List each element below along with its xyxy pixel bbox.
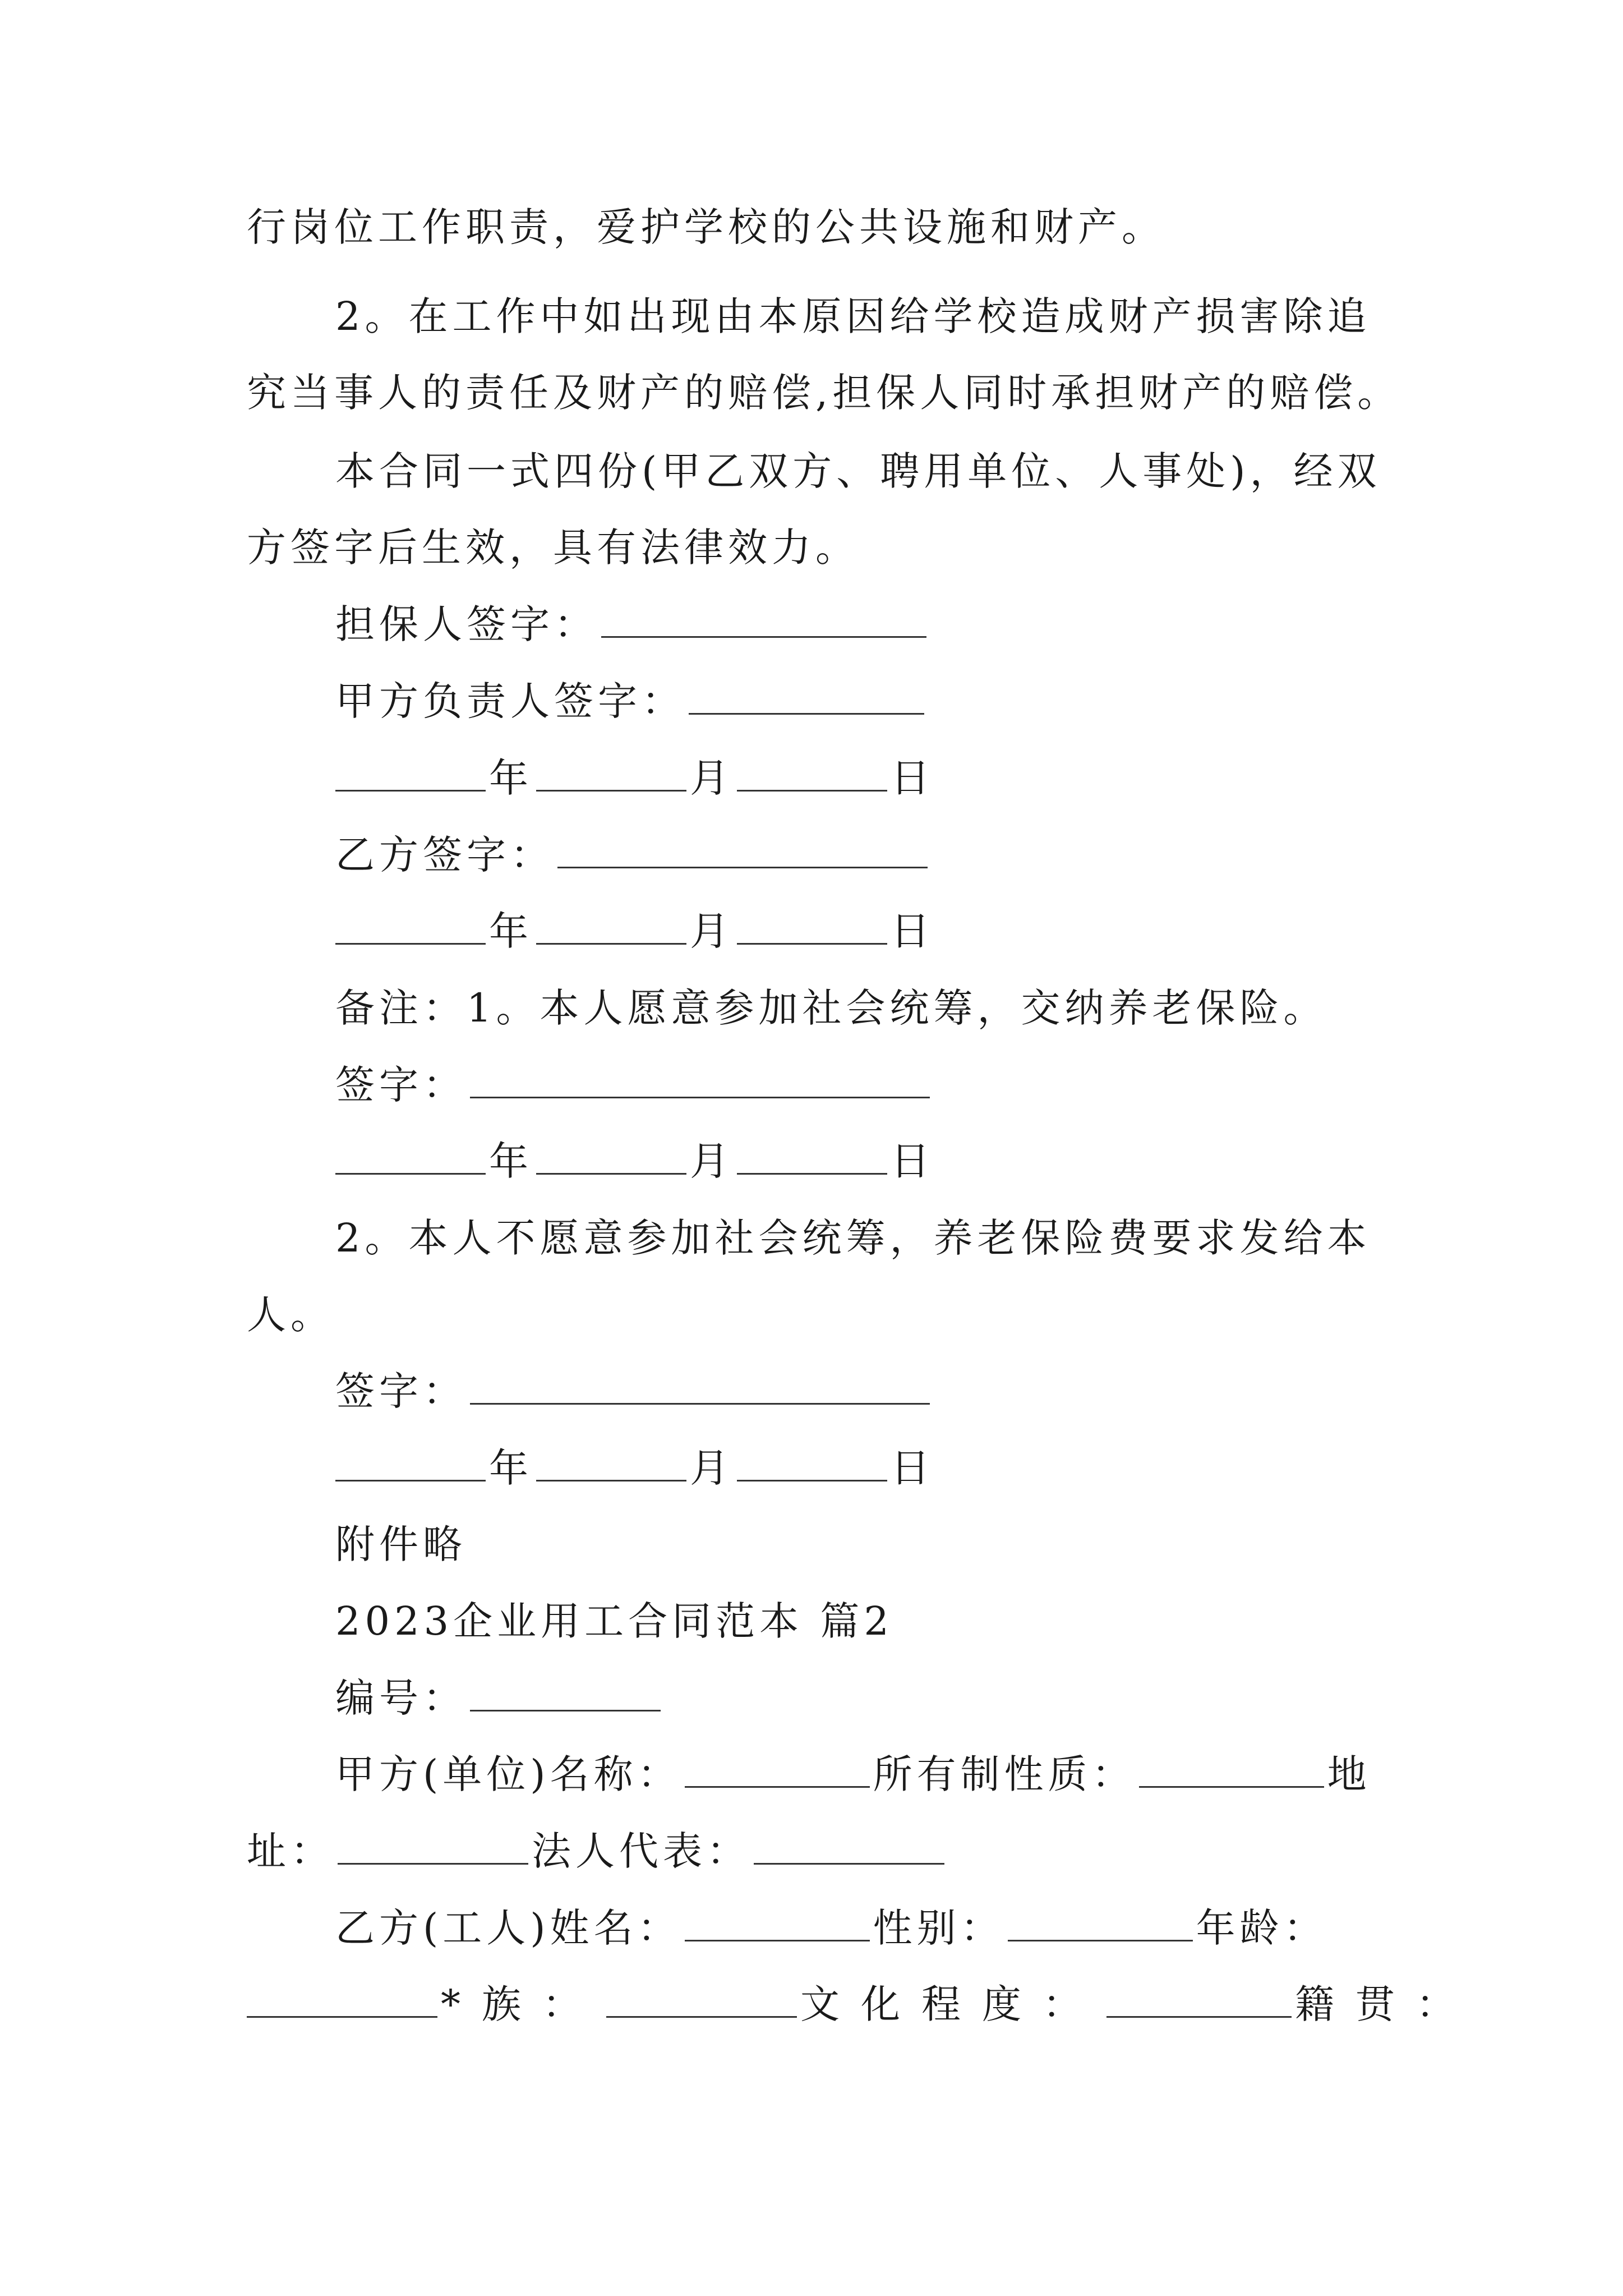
paragraph-line [247,519,1380,576]
day-label: 日 [891,908,934,954]
year-label: 年 [489,1138,533,1184]
education-label: 文化程度： [800,1981,1103,2027]
day-blank[interactable] [737,754,887,792]
party-a-info-line [335,1746,1468,1802]
paragraph-line [335,443,1468,499]
attachment-note: 附件略 [335,1521,467,1567]
number-line [335,1670,1468,1726]
gender-label: 性别： [873,1905,1004,1951]
guarantor-signature-label: 担保人签字： [335,601,598,647]
party-b-signature-blank[interactable] [557,831,928,868]
ownership-label: 所有制性质： [873,1751,1136,1797]
text: 2。在工作中如出现由本原因给学校造成财产损害除追 [335,293,1371,339]
party-b-info-line [335,1900,1468,1956]
address-label-part: 地 [1327,1751,1371,1797]
day-label: 日 [891,755,934,801]
age-label: 年龄： [1196,1905,1327,1951]
party-a-name-label: 甲方(单位)名称： [335,1751,681,1797]
date-line [335,1440,1468,1496]
date-line [335,750,1468,806]
party-a-signature-label: 甲方负责人签字： [335,678,685,724]
address-blank[interactable] [338,1827,528,1865]
year-blank[interactable] [335,1137,486,1175]
year-blank[interactable] [335,754,486,792]
date-line [335,903,1468,959]
party-b-name-label: 乙方(工人)姓名： [335,1905,681,1951]
signature-label: 签字： [335,1368,467,1414]
remark-line [335,1210,1468,1266]
signature-blank[interactable] [470,1061,930,1098]
year-label: 年 [489,755,533,801]
number-label: 编号： [335,1675,467,1721]
party-b-signature-label: 乙方签字： [335,832,554,878]
remark-line [247,1287,1380,1343]
month-blank[interactable] [536,907,686,945]
year-label: 年 [489,1445,533,1491]
native-place-label: 籍贯： [1295,1981,1477,2027]
remark-1-text: 备注：1。本人愿意参加社会统筹，交纳养老保险。 [335,985,1327,1031]
day-label: 日 [891,1138,934,1184]
legal-rep-blank[interactable] [754,1827,944,1865]
guarantor-signature-line [335,596,1468,652]
year-blank[interactable] [335,1444,486,1481]
paragraph-line [335,288,1468,344]
section-title [335,1593,1468,1649]
month-label: 月 [690,908,734,954]
remark-2-text: 2。本人不愿意参加社会统筹，养老保险费要求发给本 [335,1215,1371,1261]
guarantor-signature-blank[interactable] [601,600,926,638]
party-a-info-line [247,1823,1380,1879]
text: 行岗位工作职责，爱护学校的公共设施和财产。 [247,204,1165,250]
party-a-signature-blank[interactable] [689,677,924,715]
ethnicity-blank[interactable] [606,1980,797,2018]
year-label: 年 [489,908,533,954]
day-blank[interactable] [737,1444,887,1481]
party-b-info-line [247,1976,1477,2032]
signature-line [335,1363,1468,1419]
month-blank[interactable] [536,1444,686,1481]
signature-line [335,1057,1468,1113]
month-label: 月 [690,1138,734,1184]
age-blank[interactable] [247,1980,437,2018]
signature-blank[interactable] [470,1367,930,1405]
party-b-name-blank[interactable] [685,1904,870,1941]
attachment-line [335,1516,1468,1572]
education-blank[interactable] [1106,1980,1292,2018]
year-blank[interactable] [335,907,486,945]
day-blank[interactable] [737,1137,887,1175]
day-blank[interactable] [737,907,887,945]
month-label: 月 [690,1445,734,1491]
month-label: 月 [690,755,734,801]
text: 本合同一式四份(甲乙双方、聘用单位、人事处)，经双 [335,448,1381,494]
gender-blank[interactable] [1008,1904,1193,1941]
party-a-name-blank[interactable] [685,1750,870,1788]
paragraph-line [247,199,1380,255]
section-title-text: 2023企业用工合同范本 篇2 [335,1598,893,1644]
month-blank[interactable] [536,754,686,792]
signature-label: 签字： [335,1062,467,1108]
remark-2-continued: 人。 [247,1292,334,1338]
ownership-blank[interactable] [1139,1750,1324,1788]
party-a-signature-line [335,673,1468,729]
party-b-signature-line [335,827,1468,883]
number-blank[interactable] [470,1674,661,1711]
paragraph-line [247,365,1401,421]
month-blank[interactable] [536,1137,686,1175]
day-label: 日 [891,1445,934,1491]
date-line [335,1133,1468,1189]
legal-rep-label: 法人代表： [532,1828,750,1874]
remark-line [335,980,1468,1036]
text: 究当事人的责任及财产的赔偿,担保人同时承担财产的赔偿。 [247,370,1401,416]
ethnicity-label: *族： [441,1981,603,2027]
text: 方签字后生效，具有法律效力。 [247,524,859,570]
address-label-part: 址： [247,1828,334,1874]
